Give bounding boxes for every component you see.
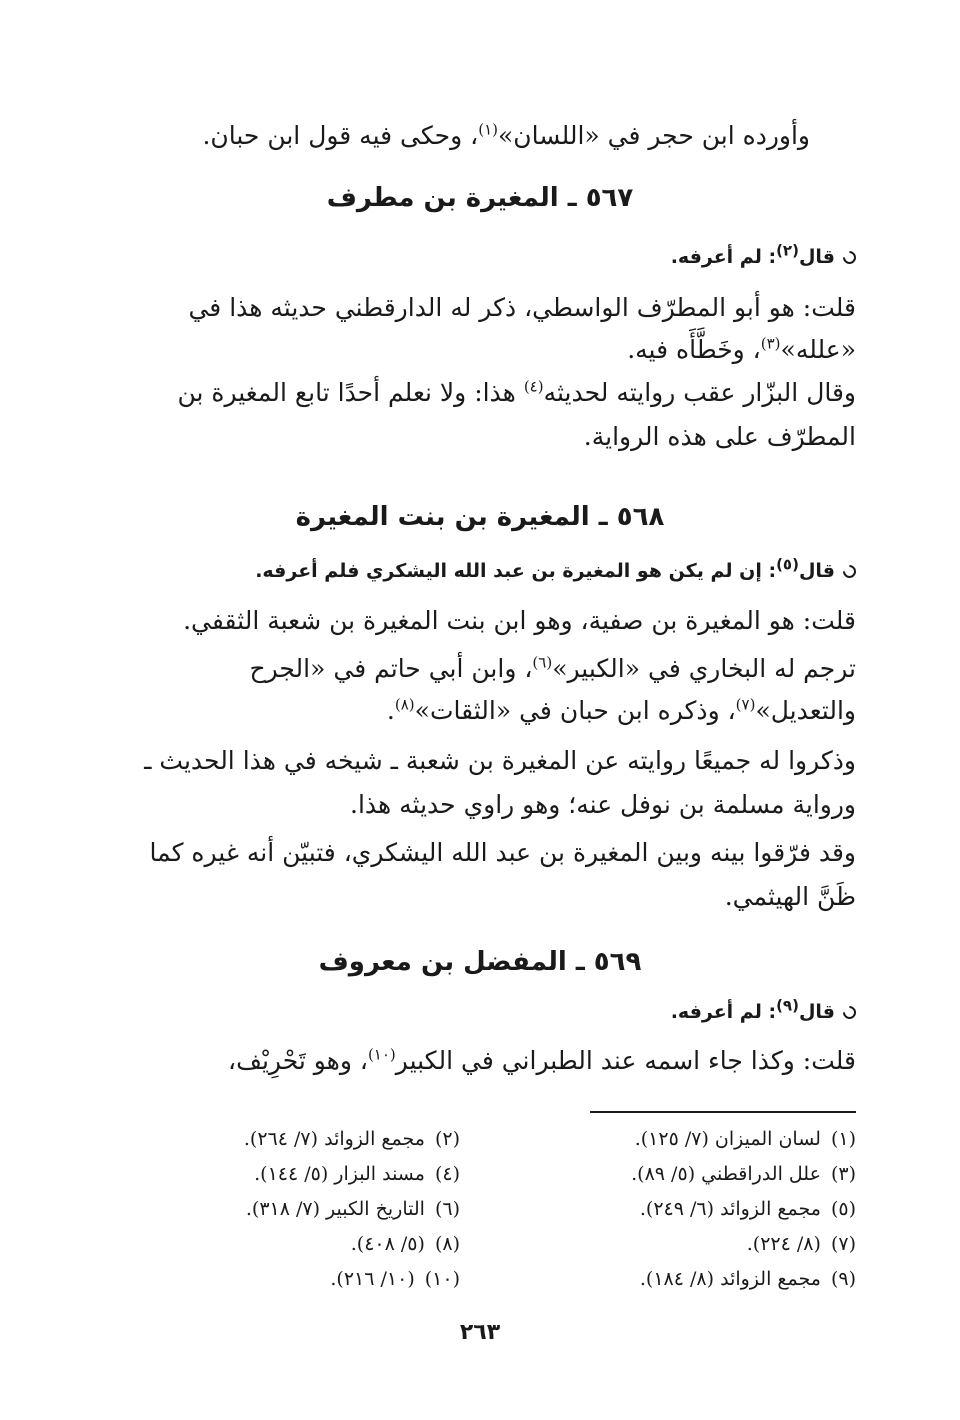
body-line: وقال البزّار عقب روايته لحديثه$^{(٤)}$ هذا: ولا نعلم أحدًا تابع المغيرة بن xyxy=(177,377,856,407)
body-line: وذكروا له جميعًا روايته عن المغيرة بن شعبة ـ شيخه في هذا الحديث ـ xyxy=(144,746,856,775)
footnote-ref: (٥) xyxy=(776,555,799,574)
entry-heading-567: ٥٦٧ ـ المغيرة بن مطرف xyxy=(326,183,634,213)
body-line: ترجم له البخاري في «الكبير»$^{(٦)}$، وابن أبي حاتم في «الجرح xyxy=(249,653,856,683)
footnote-number: (٩) xyxy=(830,1268,856,1290)
footnote-ref: (٤) xyxy=(523,377,544,396)
footnote-text: مجمع الزوائد (٦/ ٢٤٩). xyxy=(639,1198,821,1220)
footnote-text: علل الدراقطني (٥/ ٨٩). xyxy=(631,1163,821,1185)
footnote-text: (٨/ ٢٢٤). xyxy=(746,1233,821,1255)
body-line: «علله»$^{(٣)}$، وخَطَّأَه فيه. xyxy=(627,334,856,364)
footnote-ref: (٨) xyxy=(394,695,415,714)
body-line: قلت: وكذا جاء اسمه عند الطبراني في الكبير$^{(١٠)}$، وهو تَحْرِيْف، xyxy=(228,1045,856,1075)
quote-mark-icon xyxy=(840,562,858,580)
body-line: والتعديل»$^{(٧)}$، وذكره ابن حبان في «الثقات»$^{(٨)}$. xyxy=(386,695,856,725)
footnote-number: (٤) xyxy=(434,1163,460,1185)
footnote-ref: (٧) xyxy=(735,695,756,714)
footnote-ref: (٣) xyxy=(760,334,781,353)
footnote-item xyxy=(330,1268,460,1290)
footnote-number: (١٠) xyxy=(424,1268,460,1290)
footnote-text: لسان الميزان (٧/ ١٢٥). xyxy=(634,1128,821,1150)
footnote-number: (٢) xyxy=(434,1128,460,1150)
footnote-text: مجمع الزوائد (٧/ ٢٦٤). xyxy=(243,1128,425,1150)
footnote-ref: (٩) xyxy=(776,996,799,1015)
entry-heading-568: ٥٦٨ ـ المغيرة بن بنت المغيرة xyxy=(295,502,665,532)
quote-mark-icon xyxy=(840,1003,858,1021)
body-line: ورواية مسلمة بن نوفل عنه؛ وهو راوي حديثه هذا. xyxy=(350,790,856,819)
quote-line-568: قال$^{(٥)}$: إن لم يكن هو المغيرة بن عبد الله اليشكري فلم أعرفه. xyxy=(104,560,856,582)
footnote-text: مسند البزار (٥/ ١٤٤). xyxy=(254,1163,425,1185)
footnote-item xyxy=(244,1128,460,1150)
footnote-item xyxy=(631,1163,856,1185)
footnote-number: (٦) xyxy=(434,1198,460,1220)
footnote-text: (٥/ ٤٠٨). xyxy=(350,1233,425,1255)
footnote-number: (٣) xyxy=(830,1163,856,1185)
entry-heading-569: ٥٦٩ ـ المفضل بن معروف xyxy=(318,947,642,977)
body-line: وقد فرّقوا بينه وبين المغيرة بن عبد الله اليشكري، فتبيّن أنه غيره كما xyxy=(149,838,856,867)
footnote-ref: (٦) xyxy=(532,653,553,672)
footnote-ref: (٢) xyxy=(776,241,799,260)
footnote-number: (٥) xyxy=(830,1198,856,1220)
footnote-separator xyxy=(590,1111,856,1113)
footnote-text: (١٠/ ٢١٦). xyxy=(330,1268,415,1290)
footnote-item xyxy=(246,1198,460,1220)
footnote-item xyxy=(635,1128,856,1150)
body-line: قلت: هو المغيرة بن صفية، وهو ابن بنت المغيرة بن شعبة الثقفي. xyxy=(183,606,856,635)
footnote-number: (٨) xyxy=(434,1233,460,1255)
quote-line-569: قال$^{(٩)}$: لم أعرفه. xyxy=(104,1001,856,1023)
body-line-intro: وأورده ابن حجر في «اللسان»$^{(١)}$، وحكى فيه قول ابن حبان. xyxy=(202,120,810,150)
body-line: المطرّف على هذه الرواية. xyxy=(583,422,856,451)
footnote-number: (١) xyxy=(830,1128,856,1150)
body-line: ظَنَّ الهيثمي. xyxy=(724,882,856,911)
quote-line-567: قال$^{(٢)}$: لم أعرفه. xyxy=(104,246,856,268)
footnote-ref: (١) xyxy=(478,120,498,139)
footnote-text: مجمع الزوائد (٨/ ١٨٤). xyxy=(639,1268,821,1290)
footnote-number: (٧) xyxy=(830,1233,856,1255)
footnote-item xyxy=(351,1233,460,1255)
footnote-item xyxy=(254,1163,460,1185)
footnote-item xyxy=(747,1233,856,1255)
footnote-item xyxy=(640,1268,856,1290)
page-number: ٢٦٣ xyxy=(459,1320,501,1345)
quote-mark-icon xyxy=(840,248,858,266)
body-line: قلت: هو أبو المطرّف الواسطي، ذكر له الدارقطني حديثه هذا في xyxy=(188,293,856,322)
footnote-text: التاريخ الكبير (٧/ ٣١٨). xyxy=(245,1198,425,1220)
footnote-ref: (١٠) xyxy=(367,1045,396,1064)
footnote-item xyxy=(640,1198,856,1220)
